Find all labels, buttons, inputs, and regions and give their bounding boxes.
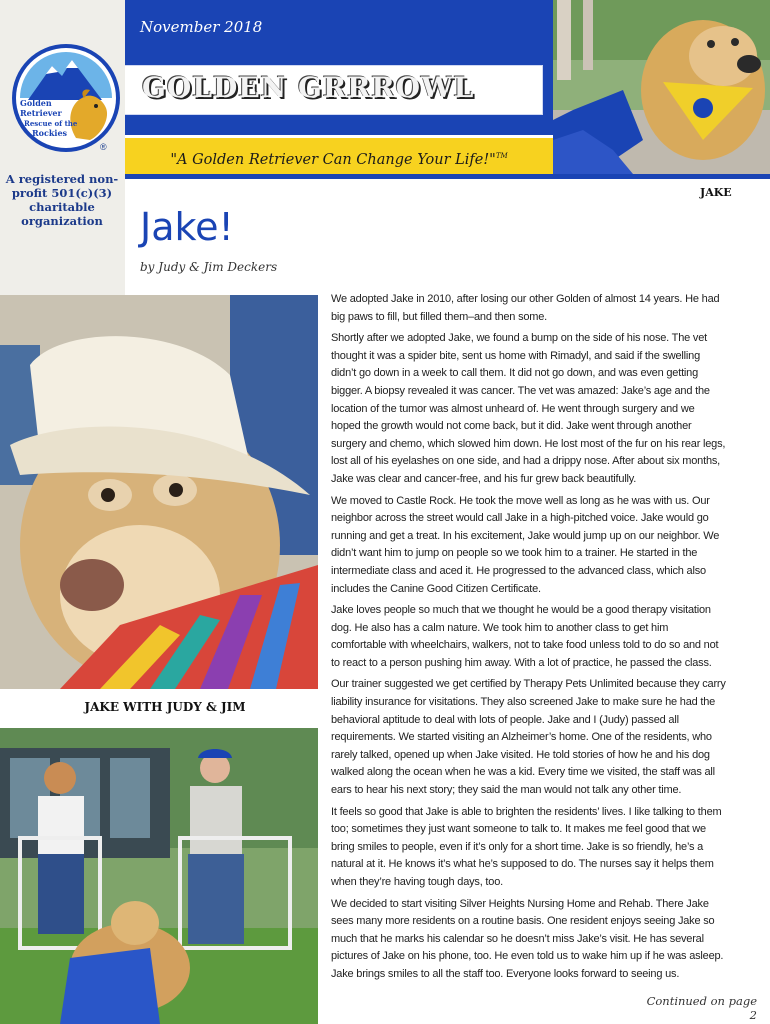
article-paragraph: It feels so good that Jake is able to brighten the residents’ lives. I like talking to them too; sometimes they just want someone to talk to. It makes me feel good that we bring smiles to people, even if it’s only for a short time. Jake is so friendly, he’s a natural at it. He knows it’s what he’s supposed to do. The nurses say it helps them when they’re having tough days, too. <box>331 805 722 888</box>
photo-caption-jake: JAKE <box>700 186 732 199</box>
article-headline: Jake! <box>140 205 234 249</box>
jake-photo <box>553 0 770 174</box>
article-paragraph: Our trainer suggested we get certified by Therapy Pets Unlimited because they carry liability insurance for visitations. They also screened Jake to make sure he had the behavioral aptitude to deal with lots of people. Jake and I (Judy) passed all requirements. We started visiting an Alzheimer’s home. One of the residents, who rarely talked, opened up when Jake visited. He told stories of how he and his dog walked along the ocean when he was a kid. Every time we visited, the staff was all ears to hear his next story; they said the man would not talk any other time. <box>331 678 726 797</box>
jake-judy-jim-photo <box>0 728 318 1024</box>
photo-caption-couple: JAKE WITH JUDY & JIM <box>84 700 246 714</box>
logo-line-rescue: Rescue of the <box>24 119 78 128</box>
organization-note: A registered non-profit 501(c)(3) charitable organization <box>5 172 119 228</box>
article-body <box>331 291 726 988</box>
article-paragraph: We decided to start visiting Silver Heights Nursing Home and Rehab. There Jake sees many more residents on a routine basis. One resident enjoys seeing Jake so much that he marks his calendar so he doesn’t miss Jake’s visit. He has several pictures of Jake on his phone, too. He even told us to wake him up if he was asleep. Jake brings smiles to all the staff too. Everyone looks forward to seeing us. <box>331 897 724 980</box>
article-paragraph: Shortly after we adopted Jake, we found a bump on the side of his nose. The vet thought it was a spider bite, sent us home with Rimadyl, and said if the swelling didn’t go down in a week to call them. It did not go down, and was even getting bigger. A biopsy revealed it was cancer. The vet was amazed: Jake’s age and the location of the tumor was almost unheard of. He went through surgery and we hoped the growth would not come back, but it did. Jake went through another surgery and chemo, which slowed him down. He lost most of the fur on his rear legs, lost all of his eyelashes on one side, and had a drippy nose. After about six months, Jake was clear and cancer-free, and his fur grew back beautifully. <box>331 332 726 485</box>
newsletter-title: GOLDEN GRRROWL <box>142 71 475 104</box>
issue-date: November 2018 <box>140 18 263 36</box>
rescue-logo-icon <box>10 42 122 154</box>
article-paragraph: We adopted Jake in 2010, after losing our other Golden of almost 14 years. He had big paws to fill, but filled them–and then some. <box>331 293 720 323</box>
logo-line-golden: Golden <box>20 98 52 108</box>
trademark-mark: TM <box>495 152 508 160</box>
jake-hat-photo <box>0 295 318 689</box>
article-paragraph: We moved to Castle Rock. He took the move well as long as he was with us. Our neighbor across the street would call Jake in a high-pitched voice. Jake would go running and get a treat. In his excitement, Jake would jump up on our neighbor. We didn’t want him to jump on people so we took him to a trainer. He started in the intermediate class and aced it. He progressed to the advanced class, which also includes the Canine Good Citizen Certificate. <box>331 494 720 595</box>
article-paragraph: Jake loves people so much that we thought he would be a good therapy visitation dog. He also has a calm nature. We took him to another class to get him comfortable with wheelchairs, walkers, not to take food unless told to do so and not to react to a person pushing him away. With a lot of practice, he passed the class. <box>331 604 719 669</box>
article-byline: by Judy & Jim Deckers <box>140 260 278 274</box>
registered-mark: ® <box>100 142 107 152</box>
blue-divider <box>125 174 770 179</box>
logo-line-retriever: Retriever <box>20 108 62 118</box>
continued-note: Continued on page 2 <box>646 994 757 1022</box>
tagline <box>125 138 553 174</box>
logo-line-rockies: Rockies <box>32 128 68 138</box>
tagline-text: "A Golden Retriever Can Change Your Life!" <box>170 151 496 168</box>
